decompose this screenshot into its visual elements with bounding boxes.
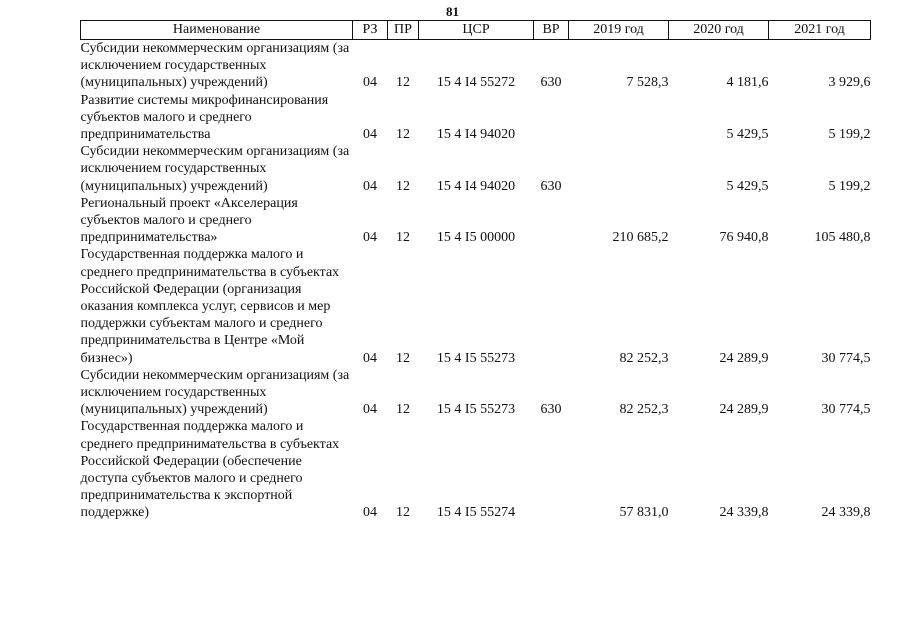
row-2019: 57 831,0 [619, 505, 669, 521]
column-header-2020: 2020 год [669, 21, 769, 40]
row-name [81, 246, 353, 366]
row-2021: 30 774,5 [821, 402, 871, 418]
row-vr: 630 [540, 402, 562, 418]
row-pr: 12 [396, 505, 410, 521]
row-csr: 15 4 I5 55273 [436, 350, 516, 366]
row-name-text: Государственная поддержка малого и среднего предпринимательства в субъектах Российской Федерации (организация оказания комплекса услуг, сервисов и мер поддержки субъектам малого и среднего предпринимательства в Центре «Мой бизнес») [80, 247, 340, 366]
row-name [81, 367, 353, 419]
row-rz: 04 [363, 505, 377, 521]
table-row [81, 40, 871, 92]
row-csr: 15 4 I4 94020 [436, 127, 516, 143]
row-csr: 15 4 I4 55272 [436, 75, 516, 91]
row-csr: 15 4 I5 55273 [436, 402, 516, 418]
row-2020: 76 940,8 [719, 230, 769, 246]
column-header-2021: 2021 год [769, 21, 871, 40]
column-header-rz: РЗ [353, 21, 388, 40]
row-rz: 04 [363, 350, 377, 366]
column-header-pr: ПР [388, 21, 419, 40]
table-row [81, 246, 871, 366]
row-pr: 12 [396, 178, 410, 194]
row-name-text: Региональный проект «Акселерация субъектов малого и среднего предпринимательства» [80, 195, 298, 246]
row-name-text: Развитие системы микрофинансирования субъектов малого и среднего предпринимательства [80, 92, 329, 143]
row-2019: 82 252,3 [619, 350, 669, 366]
row-2019: 210 685,2 [612, 230, 669, 246]
row-name-text: Субсидии некоммерческим организациям (за исключением государственных (муниципальных) учреждений) [80, 41, 350, 91]
row-2020: 24 339,8 [719, 505, 769, 521]
row-vr [534, 418, 569, 521]
row-pr: 12 [396, 350, 410, 366]
row-csr: 15 4 I4 94020 [436, 178, 516, 194]
table-row [81, 143, 871, 195]
budget-table [80, 20, 871, 522]
row-name-text: Субсидии некоммерческим организациям (за исключением государственных (муниципальных) учреждений) [80, 367, 350, 418]
table-header [81, 21, 871, 40]
row-rz: 04 [363, 402, 377, 418]
row-2020: 24 289,9 [719, 350, 769, 366]
row-2019 [569, 143, 669, 195]
row-rz: 04 [363, 178, 377, 194]
row-2019: 82 252,3 [619, 402, 669, 418]
row-pr: 12 [396, 127, 410, 143]
row-name-text: Субсидии некоммерческим организациям (за исключением государственных (муниципальных) учреждений) [80, 144, 350, 194]
table-body [81, 40, 871, 522]
row-2021: 105 480,8 [814, 230, 871, 246]
row-pr: 12 [396, 230, 410, 246]
row-name [81, 40, 353, 92]
row-2021: 30 774,5 [821, 350, 871, 366]
row-2021: 24 339,8 [821, 505, 871, 521]
header-row [81, 21, 871, 40]
row-csr: 15 4 I5 55274 [436, 505, 516, 521]
row-csr: 15 4 I5 00000 [436, 230, 516, 246]
page-number: 81 [446, 4, 459, 19]
row-name [81, 195, 353, 247]
table-row [81, 92, 871, 144]
row-pr: 12 [396, 402, 410, 418]
row-2021: 5 199,2 [828, 178, 871, 194]
row-2020: 5 429,5 [726, 178, 769, 194]
row-2019: 7 528,3 [626, 75, 669, 91]
row-name [81, 92, 353, 144]
column-header-2019: 2019 год [569, 21, 669, 40]
row-rz: 04 [363, 75, 377, 91]
row-rz: 04 [363, 230, 377, 246]
table-row [81, 195, 871, 247]
row-name [81, 418, 353, 521]
row-vr: 630 [540, 75, 562, 91]
column-header-csr: ЦСР [419, 21, 534, 40]
row-vr [534, 92, 569, 144]
row-name [81, 143, 353, 195]
column-header-name: Наименование [81, 21, 353, 40]
table-row [81, 418, 871, 521]
row-name-text: Государственная поддержка малого и среднего предпринимательства в субъектах Российской Федерации (обеспечение доступа субъектов малого и среднего предпринимательства к экспортной поддержке) [80, 419, 340, 521]
table-row [81, 367, 871, 419]
row-rz: 04 [363, 127, 377, 143]
row-vr: 630 [540, 178, 562, 194]
row-2020: 5 429,5 [726, 127, 769, 143]
row-2021: 3 929,6 [828, 75, 871, 91]
row-vr [534, 246, 569, 366]
column-header-vr: ВР [534, 21, 569, 40]
row-2021: 5 199,2 [828, 127, 871, 143]
row-2020: 4 181,6 [726, 75, 769, 91]
row-2019 [569, 92, 669, 144]
row-pr: 12 [396, 75, 410, 91]
row-vr [534, 195, 569, 247]
row-2020: 24 289,9 [719, 402, 769, 418]
